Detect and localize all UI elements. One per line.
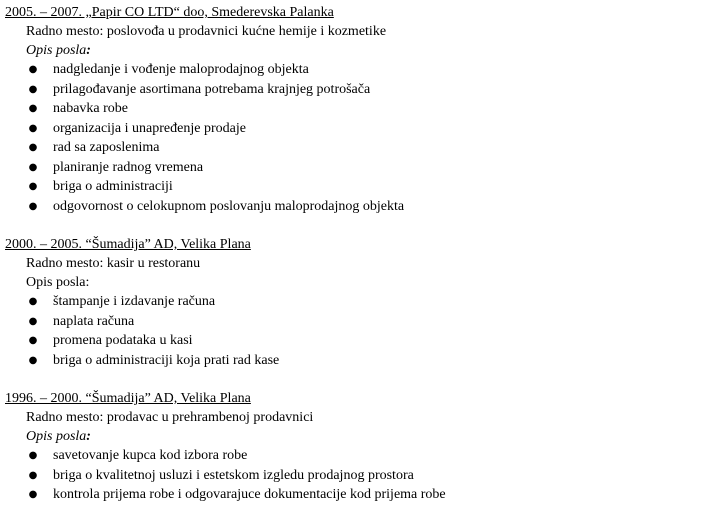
duty-item [5, 197, 715, 217]
duty-text: organizacija i unapređenje prodaje [53, 120, 246, 136]
duty-item [5, 485, 715, 505]
duty-item [5, 119, 715, 139]
bullet-icon: ● [28, 200, 38, 212]
bullet-icon: ● [28, 83, 38, 95]
duty-text: briga o administraciji [53, 179, 173, 194]
duty-text: briga o kvalitetnoj usluzi i estetskom izgledu prodajnog prostora [53, 467, 414, 483]
bullet-icon: ● [28, 354, 38, 366]
bullet-icon: ● [28, 489, 38, 500]
bullet-icon: ● [28, 103, 38, 114]
duty-text: prilagođavanje asortimana potrebama krajnjeg potrošača [53, 81, 371, 97]
duty-item [5, 312, 715, 332]
job-heading: 1996. – 2000. “Šumadija” AD, Velika Plana [5, 391, 251, 406]
job-entry [5, 235, 715, 370]
work-experience-document [5, 3, 715, 524]
bullet-icon: ● [28, 296, 38, 307]
duty-item [5, 138, 715, 158]
duties-label: Opis posla: [26, 275, 90, 290]
duty-text: briga o administraciji koja prati rad kase [53, 352, 280, 368]
duties-label [5, 41, 715, 60]
job-position: Radno mesto: poslovođa u prodavnici kućne hemije i kozmetike [26, 24, 387, 39]
job-entry [5, 389, 715, 505]
bullet-icon: ● [28, 469, 38, 481]
duty-text: promena podataka u kasi [53, 333, 193, 348]
duty-text: kontrola prijema robe i odgovarajuce dokumentacije kod prijema robe [53, 487, 446, 502]
duties-label-text: Opis posla [26, 429, 87, 444]
duty-item [5, 292, 715, 312]
bullet-icon: ● [28, 142, 38, 153]
job-position: Radno mesto: kasir u restoranu [26, 256, 201, 271]
duty-text: odgovornost o celokupnom poslovanju maloprodajnog objekta [53, 198, 405, 214]
duties-label-colon: : [86, 43, 91, 58]
job-position: Radno mesto: prodavac u prehrambenoj prodavnici [26, 410, 314, 425]
duty-item [5, 158, 715, 178]
duty-text: nadgledanje i vođenje maloprodajnog objekta [53, 62, 309, 77]
duty-item [5, 99, 715, 119]
bullet-icon: ● [28, 315, 38, 327]
bullet-icon: ● [28, 161, 38, 173]
bullet-icon: ● [28, 122, 38, 134]
duties-label [5, 427, 715, 446]
duty-text: rad sa zaposlenima [53, 140, 160, 155]
duties-list [5, 446, 715, 505]
duty-item [5, 351, 715, 371]
duties-label-colon: : [86, 429, 91, 444]
duty-item [5, 331, 715, 351]
duty-text: nabavka robe [53, 101, 129, 116]
duties-label-text: Opis posla [26, 43, 87, 58]
duty-item [5, 446, 715, 466]
duty-text: štampanje i izdavanje računa [53, 294, 216, 309]
job-entry [5, 3, 715, 216]
duty-text: planiranje radnog vremena [53, 159, 204, 175]
duty-item [5, 177, 715, 197]
duty-item [5, 60, 715, 80]
bullet-icon: ● [28, 64, 38, 75]
duty-item [5, 80, 715, 100]
bullet-icon: ● [28, 335, 38, 346]
duty-text: savetovanje kupca kod izbora robe [53, 448, 248, 463]
duty-text: naplata računa [53, 313, 135, 329]
job-heading: 2000. – 2005. “Šumadija” AD, Velika Plana [5, 237, 251, 252]
bullet-icon: ● [28, 450, 38, 461]
bullet-icon: ● [28, 181, 38, 192]
duties-list [5, 292, 715, 370]
duty-item [5, 466, 715, 486]
job-heading: 2005. – 2007. „Papir CO LTD“ doo, Smederevska Palanka [5, 5, 334, 20]
duties-list [5, 60, 715, 216]
